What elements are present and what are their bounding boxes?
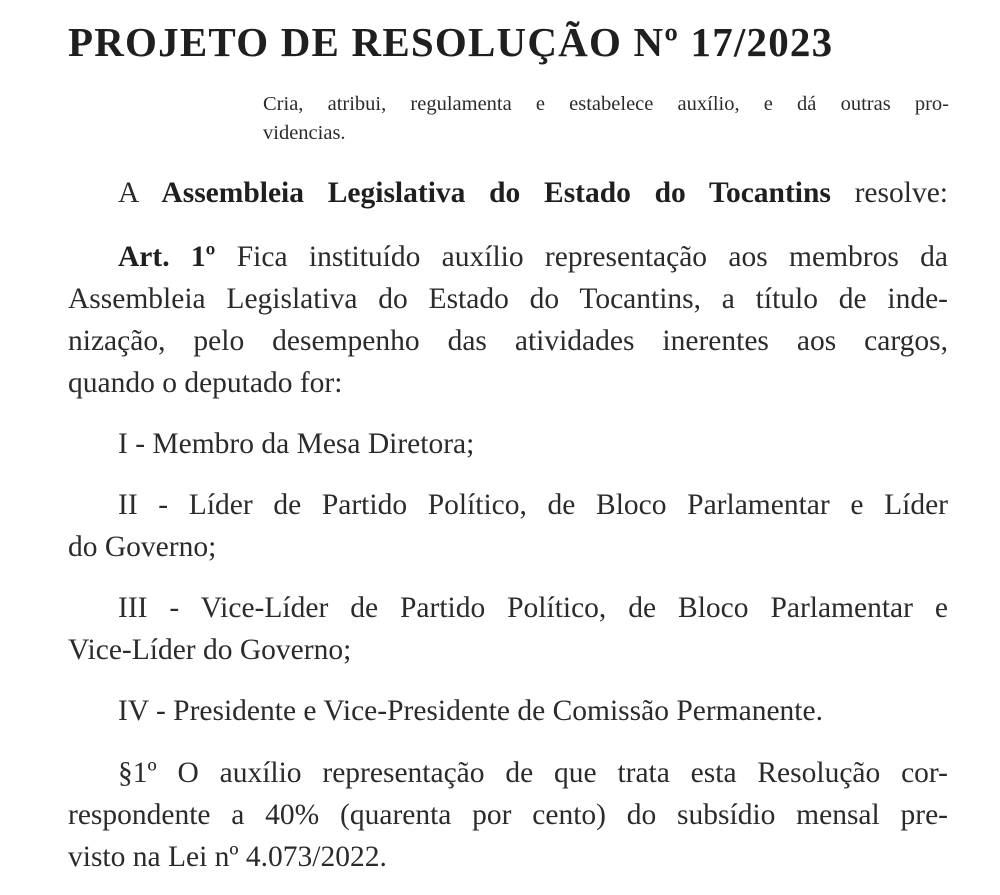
article-1-line-3: nização, pelo desempenho das atividades inerentes aos cargos,: [68, 325, 948, 357]
ementa-line-2: videncias.: [263, 122, 346, 144]
item-ii-line-1: II - Líder de Partido Político, de Bloco Parlamentar e Líder: [118, 489, 948, 521]
document-title: PROJETO DE RESOLUÇÃO Nº 17/2023: [68, 19, 834, 65]
paragraph-1-line-3: visto na Lei nº 4.073/2022.: [68, 841, 387, 873]
preamble-prefix: A: [118, 177, 138, 209]
ementa-line-1: Cria, atribui, regulamenta e estabelece auxílio, e dá outras pro-: [263, 93, 949, 115]
article-1-label: Art. 1º: [118, 241, 216, 273]
item-ii-line-2: do Governo;: [68, 531, 217, 563]
item-iv: IV - Presidente e Vice-Presidente de Comissão Permanente.: [118, 695, 823, 727]
item-iii-line-2: Vice-Líder do Governo;: [68, 634, 352, 666]
preamble-suffix: resolve:: [854, 177, 948, 209]
article-1-line-1: [118, 236, 948, 278]
paragraph-1-line-2: respondente a 40% (quarenta por cento) do subsídio mensal pre-: [68, 799, 948, 831]
preamble-institution: Assembleia Legislativa do Estado do Tocantins: [161, 177, 831, 209]
paragraph-1-line-1: §1º O auxílio representação de que trata esta Resolução cor-: [118, 757, 948, 789]
article-1-line-4: quando o deputado for:: [68, 367, 343, 399]
article-1-line-2: Assembleia Legislativa do Estado do Tocantins, a título de inde-: [68, 283, 948, 315]
article-1-text-1: Fica instituído auxílio representação aos membros da: [236, 241, 948, 273]
ementa: [263, 90, 949, 148]
item-i: I - Membro da Mesa Diretora;: [118, 428, 475, 460]
item-iii-line-1: III - Vice-Líder de Partido Político, de Bloco Parlamentar e: [118, 592, 948, 624]
preamble: [118, 172, 948, 214]
